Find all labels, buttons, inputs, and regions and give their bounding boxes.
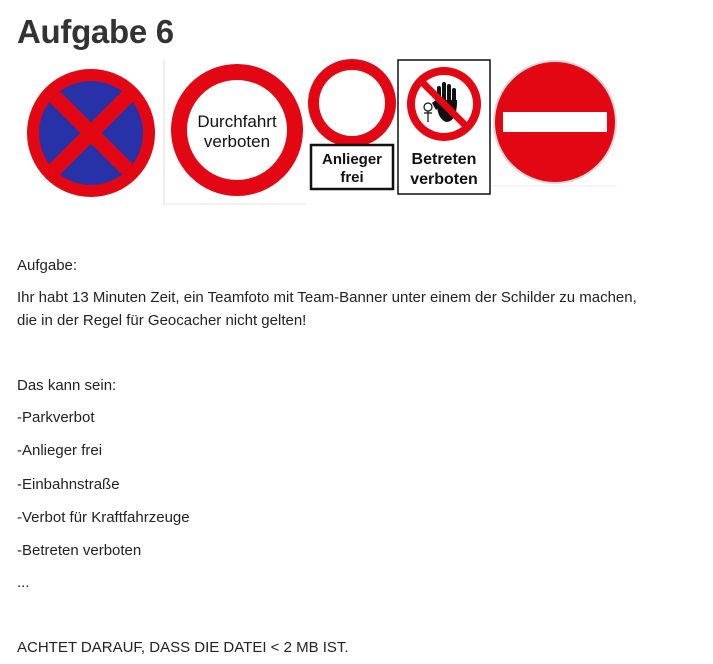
file-size-warning: ACHTET DARAUF, DASS DIE DATEI < 2 MB IST. [17,639,349,656]
task-label: Aufgabe: [17,257,78,274]
option-item: -Verbot für Kraftfahrzeuge [17,509,190,526]
sign-betreten-line1: Betreten [411,151,477,168]
sign-durchfahrt-verboten-icon [171,64,303,196]
sign-durchfahrt-line2: verboten [203,132,271,151]
sign-anlieger-line1: Anlieger [321,151,383,168]
option-item: -Anlieger frei [17,442,103,459]
sign-anlieger-line2: frei [340,169,364,186]
page-title: Aufgabe 6 [17,13,174,50]
sign-anlieger-frei-icon [308,59,396,189]
sign-parkverbot-icon [27,69,155,197]
options-intro: Das kann sein: [17,377,117,394]
option-item: -Parkverbot [17,409,95,426]
task-text-line1: Ihr habt 13 Minuten Zeit, ein Teamfoto mit Team-Banner unter einem der Schilder zu machen, [17,289,637,306]
sign-einfahrt-verboten-icon [492,60,617,186]
option-item: -Betreten verboten [17,542,142,559]
option-item: -Einbahnstraße [17,476,120,493]
sign-betreten-verboten-icon [398,60,490,194]
sign-durchfahrt-line1: Durchfahrt [197,112,277,131]
sign-betreten-line2: verboten [410,171,478,188]
task-text-line2: die in der Regel für Geocacher nicht gelten! [17,312,307,329]
options-ellipsis: ... [17,574,30,591]
traffic-signs-image [0,0,713,210]
